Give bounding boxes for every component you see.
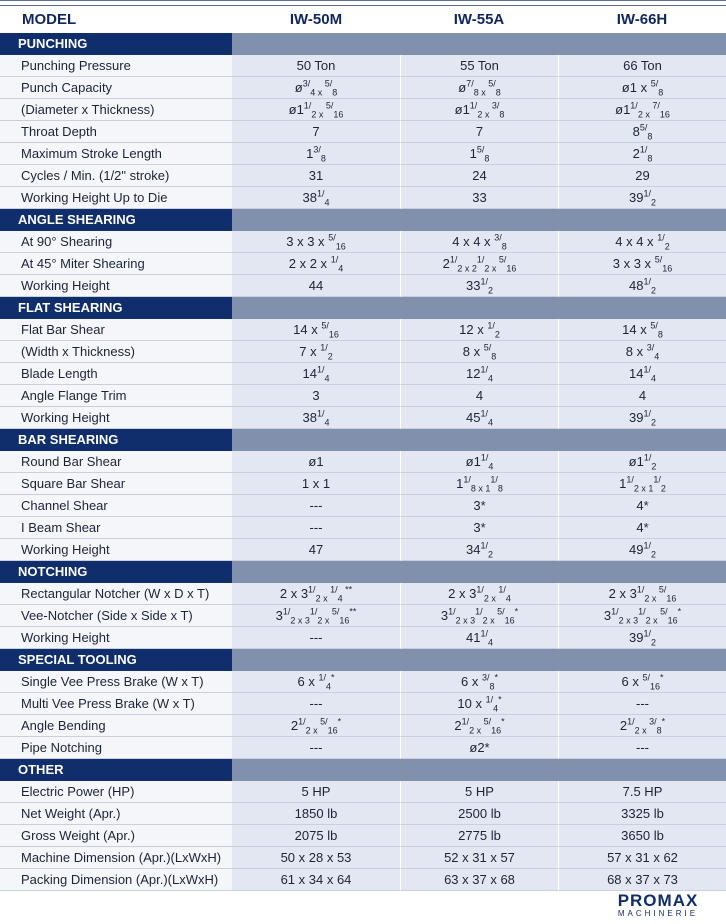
spec-value-iw66h: ---: [558, 737, 726, 759]
table-row: [0, 869, 726, 891]
spec-label: Angle Flange Trim: [0, 385, 232, 407]
spec-value-iw50m: $14^{1/}_4$: [232, 363, 400, 385]
spec-value-iw50m: $2^{1/}_{2 x}$ $^{5/}_{16}$*: [232, 715, 400, 737]
table-row: [0, 803, 726, 825]
model-header-iw55a: IW-55A: [453, 11, 505, 28]
table-row: [0, 671, 726, 693]
spec-value-iw55a: $33^{1/}_2$: [400, 275, 558, 297]
spec-value-iw66h: 57 x 31 x 62: [558, 847, 726, 869]
spec-value-iw66h: 8 x $^{3/}_4$: [558, 341, 726, 363]
spec-table: [0, 33, 726, 891]
spec-value-iw66h: 3 x 3 x $^{5/}_{16}$: [558, 253, 726, 275]
spec-value-iw55a: $12^{1/}_4$: [400, 363, 558, 385]
spec-label: Square Bar Shear: [0, 473, 232, 495]
spec-label: Blade Length: [0, 363, 232, 385]
spec-value-iw55a: $1^{5/}_8$: [400, 143, 558, 165]
spec-label: Multi Vee Press Brake (W x T): [0, 693, 232, 715]
table-header: [0, 6, 726, 34]
spec-value-iw66h: $39^{1/}_2$: [558, 407, 726, 429]
spec-value-iw50m: 50 Ton: [232, 55, 400, 77]
spec-value-iw66h: 2 x $3^{1/}_{2 x}$ $^{5/}_{16}$: [558, 583, 726, 605]
spec-value-iw55a: 2500 lb: [400, 803, 558, 825]
spec-value-iw50m: ---: [232, 495, 400, 517]
section-header-other: [0, 759, 726, 781]
spec-value-iw55a: 10 x $^{1/}_4$*: [400, 693, 558, 715]
table-row: [0, 143, 726, 165]
spec-label: Rectangular Notcher (W x D x T): [0, 583, 232, 605]
section-title: PUNCHING: [0, 33, 232, 55]
spec-label: Maximum Stroke Length: [0, 143, 232, 165]
promax-logo: [596, 892, 720, 919]
spec-label: Channel Shear: [0, 495, 232, 517]
table-row: [0, 539, 726, 561]
spec-value-iw50m: 61 x 34 x 64: [232, 869, 400, 891]
spec-value-iw66h: 3650 lb: [558, 825, 726, 847]
spec-label: Working Height: [0, 627, 232, 649]
section-band: [232, 429, 726, 451]
section-band: [232, 297, 726, 319]
table-row: [0, 385, 726, 407]
spec-value-iw55a: $2^{1/}_{2 x 2}^{1/}_{2 x}$ $^{5/}_{16}$: [400, 253, 558, 275]
spec-value-iw55a: $1^{1/}_{8 x 1}^{1/}_8$: [400, 473, 558, 495]
spec-value-iw55a: $45^{1/}_4$: [400, 407, 558, 429]
spec-value-iw50m: $3^{1/}_{2 x 3}^{1/}_{2 x}$ $^{5/}_{16}$**: [232, 605, 400, 627]
spec-value-iw66h: $2^{1/}_8$: [558, 143, 726, 165]
spec-value-iw66h: 68 x 37 x 73: [558, 869, 726, 891]
table-row: [0, 319, 726, 341]
spec-label: Throat Depth: [0, 121, 232, 143]
spec-value-iw55a: 3*: [400, 495, 558, 517]
spec-label: Packing Dimension (Apr.)(LxWxH): [0, 869, 232, 891]
table-row: [0, 495, 726, 517]
section-band: [232, 209, 726, 231]
spec-value-iw55a: 8 x $^{5/}_8$: [400, 341, 558, 363]
spec-value-iw55a: $ø1^{1/}_4$: [400, 451, 558, 473]
spec-value-iw66h: 29: [558, 165, 726, 187]
spec-value-iw55a: $ø1^{1/}_{2 x}$ $^{3/}_8$: [400, 99, 558, 121]
spec-label: Gross Weight (Apr.): [0, 825, 232, 847]
spec-value-iw50m: 6 x $^{1/}_4$*: [232, 671, 400, 693]
spec-value-iw66h: 66 Ton: [558, 55, 726, 77]
spec-value-iw50m: 47: [232, 539, 400, 561]
table-row: [0, 605, 726, 627]
spec-value-iw50m: 14 x $^{5/}_{16}$: [232, 319, 400, 341]
spec-value-iw50m: ø1: [232, 451, 400, 473]
spec-value-iw50m: 3 x 3 x $^{5/}_{16}$: [232, 231, 400, 253]
spec-value-iw50m: $38^{1/}_4$: [232, 187, 400, 209]
table-row: [0, 627, 726, 649]
table-row: [0, 253, 726, 275]
spec-label: (Diameter x Thickness): [0, 99, 232, 121]
spec-value-iw66h: 14 x $^{5/}_8$: [558, 319, 726, 341]
section-title: NOTCHING: [0, 561, 232, 583]
spec-value-iw66h: $2^{1/}_{2 x}$ $^{3/}_8$*: [558, 715, 726, 737]
spec-value-iw50m: 3: [232, 385, 400, 407]
spec-value-iw55a: 33: [400, 187, 558, 209]
section-band: [232, 33, 726, 55]
logo-subtitle: MACHINERIE: [617, 909, 699, 918]
spec-value-iw66h: $39^{1/}_2$: [558, 187, 726, 209]
spec-label: Flat Bar Shear: [0, 319, 232, 341]
spec-value-iw55a: 24: [400, 165, 558, 187]
spec-label: Angle Bending: [0, 715, 232, 737]
spec-label: Vee-Notcher (Side x Side x T): [0, 605, 232, 627]
section-band: [232, 759, 726, 781]
spec-value-iw66h: $14^{1/}_4$: [558, 363, 726, 385]
spec-value-iw50m: 44: [232, 275, 400, 297]
section-header-punching: [0, 33, 726, 55]
section-title: BAR SHEARING: [0, 429, 232, 451]
spec-value-iw66h: $8^{5/}_8$: [558, 121, 726, 143]
section-header-flat-shearing: [0, 297, 726, 319]
section-header-special-tooling: [0, 649, 726, 671]
spec-value-iw55a: $41^{1/}_4$: [400, 627, 558, 649]
table-row: [0, 77, 726, 99]
section-title: FLAT SHEARING: [0, 297, 232, 319]
spec-label: Working Height: [0, 539, 232, 561]
model-header-iw66h: IW-66H: [616, 11, 668, 28]
table-row: [0, 55, 726, 77]
spec-value-iw66h: 4: [558, 385, 726, 407]
spec-value-iw50m: 2 x $3^{1/}_{2 x}$ $^{1/}_4$ **: [232, 583, 400, 605]
model-column-header: MODEL: [22, 11, 77, 28]
spec-value-iw55a: $34^{1/}_2$: [400, 539, 558, 561]
spec-label: Cycles / Min. (1/2" stroke): [0, 165, 232, 187]
spec-label: (Width x Thickness): [0, 341, 232, 363]
section-header-notching: [0, 561, 726, 583]
table-row: [0, 121, 726, 143]
table-row: [0, 473, 726, 495]
spec-value-iw66h: 4*: [558, 517, 726, 539]
spec-value-iw66h: 4 x 4 x $^{1/}_2$: [558, 231, 726, 253]
spec-label: Electric Power (HP): [0, 781, 232, 803]
spec-label: Round Bar Shear: [0, 451, 232, 473]
spec-value-iw66h: 6 x $^{5/}_{16}$*: [558, 671, 726, 693]
spec-label: Punch Capacity: [0, 77, 232, 99]
spec-value-iw66h: 3325 lb: [558, 803, 726, 825]
spec-label: Pipe Notching: [0, 737, 232, 759]
spec-value-iw50m: 2 x 2 x $^{1/}_4$: [232, 253, 400, 275]
spec-label: Working Height: [0, 407, 232, 429]
spec-value-iw55a: ø2*: [400, 737, 558, 759]
section-band: [232, 649, 726, 671]
spec-label: Net Weight (Apr.): [0, 803, 232, 825]
spec-value-iw66h: $3^{1/}_{2 x 3}^{1/}_{2 x}$ $^{5/}_{16}$*: [558, 605, 726, 627]
section-header-angle-shearing: [0, 209, 726, 231]
spec-value-iw66h: $ø1^{1/}_2$: [558, 451, 726, 473]
section-band: [232, 561, 726, 583]
spec-value-iw50m: 5 HP: [232, 781, 400, 803]
spec-value-iw50m: 50 x 28 x 53: [232, 847, 400, 869]
table-row: [0, 231, 726, 253]
spec-value-iw50m: $ø^{3/}_{4 x}$ $^{5/}_8$: [232, 77, 400, 99]
spec-value-iw66h: 7.5 HP: [558, 781, 726, 803]
spec-value-iw55a: $2^{1/}_{2 x}$ $^{5/}_{16}$*: [400, 715, 558, 737]
table-row: [0, 715, 726, 737]
spec-value-iw55a: 4: [400, 385, 558, 407]
section-title: ANGLE SHEARING: [0, 209, 232, 231]
spec-value-iw55a: 55 Ton: [400, 55, 558, 77]
spec-label: Punching Pressure: [0, 55, 232, 77]
table-row: [0, 451, 726, 473]
spec-value-iw66h: $ø1^{1/}_{2 x}$ $^{7/}_{16}$: [558, 99, 726, 121]
table-row: [0, 165, 726, 187]
spec-label: Working Height: [0, 275, 232, 297]
spec-value-iw55a: 5 HP: [400, 781, 558, 803]
table-row: [0, 275, 726, 297]
section-title: OTHER: [0, 759, 232, 781]
spec-value-iw50m: 1 x 1: [232, 473, 400, 495]
spec-value-iw55a: 7: [400, 121, 558, 143]
spec-value-iw50m: 2075 lb: [232, 825, 400, 847]
spec-label: Working Height Up to Die: [0, 187, 232, 209]
spec-value-iw55a: $ø^{7/}_{8 x}$ $^{5/}_8$: [400, 77, 558, 99]
model-header-iw50m: IW-50M: [289, 11, 343, 28]
table-row: [0, 187, 726, 209]
spec-value-iw55a: 2 x $3^{1/}_{2 x}$ $^{1/}_4$: [400, 583, 558, 605]
spec-value-iw50m: $38^{1/}_4$: [232, 407, 400, 429]
spec-value-iw50m: ---: [232, 693, 400, 715]
section-header-bar-shearing: [0, 429, 726, 451]
spec-label: I Beam Shear: [0, 517, 232, 539]
spec-value-iw50m: 7 x $^{1/}_2$: [232, 341, 400, 363]
spec-value-iw66h: ø1 x $^{5/}_8$: [558, 77, 726, 99]
section-title: SPECIAL TOOLING: [0, 649, 232, 671]
spec-value-iw55a: 52 x 31 x 57: [400, 847, 558, 869]
spec-value-iw66h: $1^{1/}_{2 x 1}^{1/}_2$: [558, 473, 726, 495]
table-row: [0, 825, 726, 847]
spec-value-iw55a: 12 x $^{1/}_2$: [400, 319, 558, 341]
spec-value-iw50m: 7: [232, 121, 400, 143]
spec-value-iw50m: ---: [232, 627, 400, 649]
spec-value-iw55a: 6 x $^{3/}_8$*: [400, 671, 558, 693]
table-row: [0, 407, 726, 429]
spec-label: At 45° Miter Shearing: [0, 253, 232, 275]
table-row: [0, 99, 726, 121]
spec-value-iw55a: 2775 lb: [400, 825, 558, 847]
spec-value-iw66h: $39^{1/}_2$: [558, 627, 726, 649]
spec-value-iw50m: $ø1^{1/}_{2 x}$ $^{5/}_{16}$: [232, 99, 400, 121]
table-row: [0, 693, 726, 715]
table-row: [0, 781, 726, 803]
spec-value-iw66h: $49^{1/}_2$: [558, 539, 726, 561]
spec-value-iw55a: $3^{1/}_{2 x 3}^{1/}_{2 x}$ $^{5/}_{16}$*: [400, 605, 558, 627]
spec-label: Single Vee Press Brake (W x T): [0, 671, 232, 693]
table-row: [0, 341, 726, 363]
spec-value-iw50m: $1^{3/}_8$: [232, 143, 400, 165]
table-row: [0, 583, 726, 605]
table-row: [0, 847, 726, 869]
spec-label: Machine Dimension (Apr.)(LxWxH): [0, 847, 232, 869]
spec-value-iw66h: ---: [558, 693, 726, 715]
spec-value-iw50m: ---: [232, 737, 400, 759]
spec-value-iw50m: 31: [232, 165, 400, 187]
spec-value-iw55a: 4 x 4 x $^{3/}_8$: [400, 231, 558, 253]
spec-label: At 90° Shearing: [0, 231, 232, 253]
spec-value-iw50m: 1850 lb: [232, 803, 400, 825]
table-row: [0, 363, 726, 385]
spec-value-iw66h: 4*: [558, 495, 726, 517]
table-row: [0, 517, 726, 539]
spec-value-iw55a: 3*: [400, 517, 558, 539]
spec-value-iw55a: 63 x 37 x 68: [400, 869, 558, 891]
table-row: [0, 737, 726, 759]
spec-value-iw66h: $48^{1/}_2$: [558, 275, 726, 297]
logo-wordmark: PROMAX: [617, 891, 699, 910]
spec-value-iw50m: ---: [232, 517, 400, 539]
